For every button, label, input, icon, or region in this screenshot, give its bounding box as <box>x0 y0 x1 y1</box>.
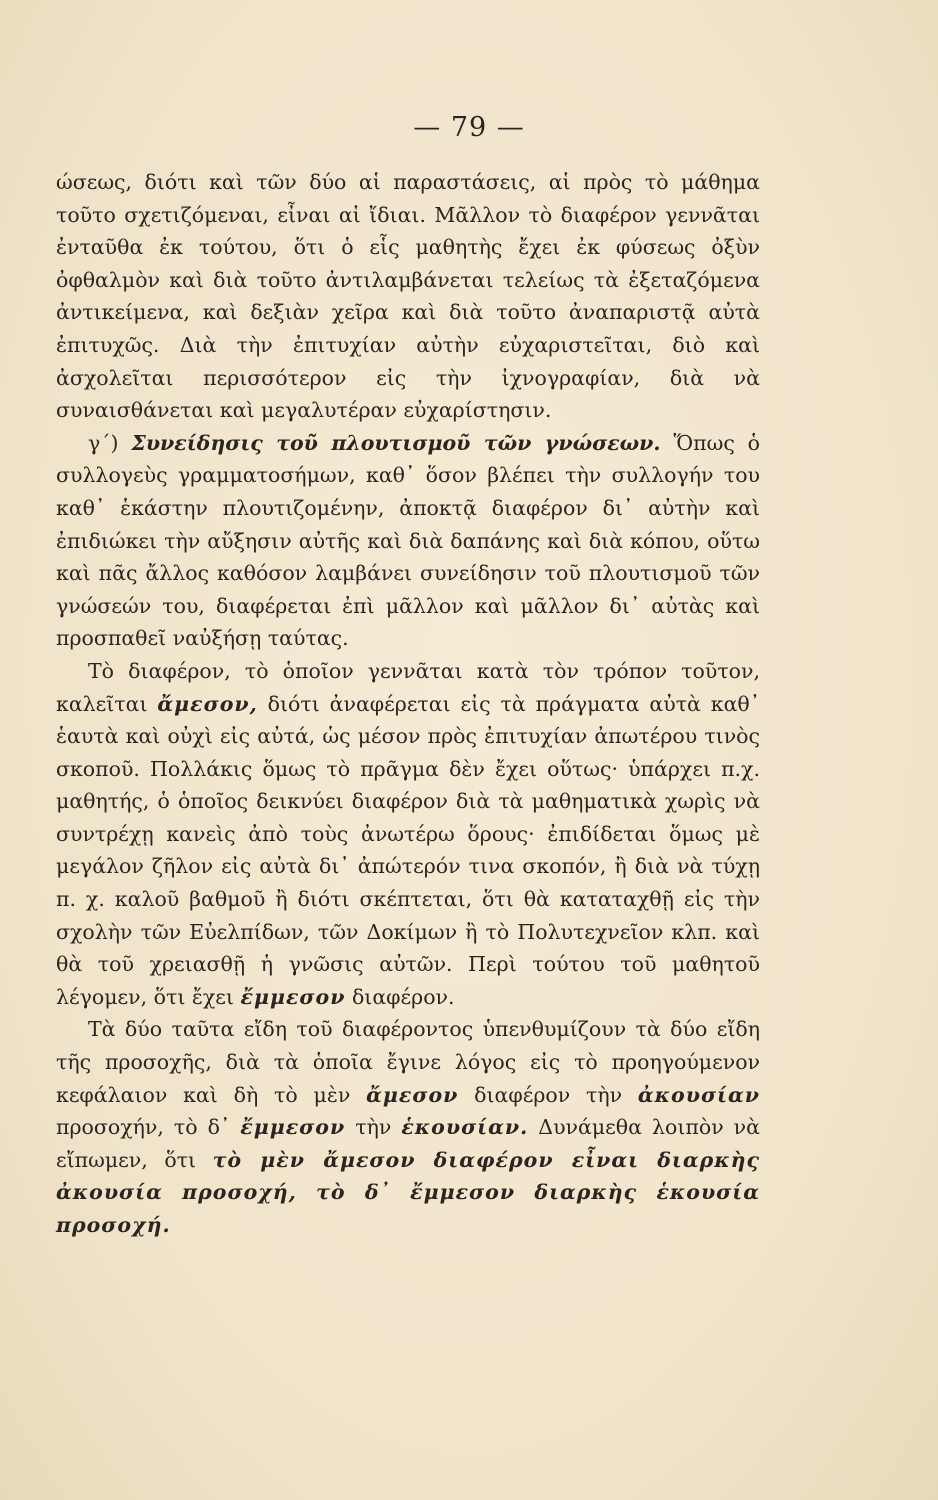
paragraph-3-text-c: διαφέρον. <box>345 984 455 1009</box>
term-emmesos: ἔμμεσον <box>240 984 346 1009</box>
section-marker: γ΄) <box>88 430 132 455</box>
paragraph-4-text-c: προσοχήν, τὸ δ᾽ <box>56 1115 241 1140</box>
paragraph-2-text: Ὅπως ὁ συλλογεὺς γραμματοσήμων, καθ᾽ ὅσον βλέπει τὴν συλλογήν του καθ᾽ ἑκάστην πλουτιζομένην, ἀποκτᾷ διαφέρον δι᾽ αὐτὴν καὶ ἐπιδιώκει τὴν αὔξησιν αὐτῆς καὶ διὰ δαπάνης καὶ διὰ κόπου, οὕτω καὶ πᾶς ἄλλος καθόσον λαμβάνει συνείδησιν τοῦ πλουτισμοῦ τῶν γνώσεών του, διαφέρεται ἐπὶ μᾶλλον καὶ μᾶλλον δι᾽ αὐτὰς καὶ προσπαθεῖ ναὐξήσῃ ταύτας. <box>56 430 760 651</box>
paragraph-4-text-d: τὴν <box>345 1115 402 1140</box>
term-emmesos-2: ἔμμεσον <box>240 1115 346 1140</box>
term-amesos: ἄμεσον, <box>157 691 258 716</box>
paragraph-3 <box>56 655 760 1014</box>
paragraph-4-text-e: Δυνάμεθα λοιπὸν νὰ εἴπωμεν, ὅτι <box>56 1115 760 1172</box>
paragraph-1-text: ώσεως, διότι καὶ τῶν δύο αἱ παραστάσεις, αἱ πρὸς τὸ μάθημα τοῦτο σχετιζόμεναι, εἶναι αἱ ἴδιαι. Μᾶλλον τὸ διαφέρον γεννᾶται ἐνταῦθα ἐκ τούτου, ὅτι ὁ εἷς μαθητὴς ἔχει ἐκ φύσεως ὀξὺν ὀφθαλμὸν καὶ διὰ τοῦτο ἀντιλαμβάνεται τελείως τὰ ἐξεταζόμενα ἀντικείμενα, καὶ δεξιὰν χεῖρα καὶ διὰ τοῦτο ἀναπαριστᾷ αὐτὰ ἐπιτυχῶς. Διὰ τὴν ἐπιτυχίαν αὐτὴν εὐχαριστεῖται, διὸ καὶ ἀσχολεῖται περισσότερον εἰς τὴν ἰχνογραφίαν, διὰ νὰ συναισθάνεται καὶ μεγαλυτέραν εὐχαρίστησιν. <box>56 170 760 423</box>
paragraph-3-text-b: διότι ἀναφέρεται εἰς τὰ πράγματα αὐτὰ καθ᾽ ἑαυτὰ καὶ οὐχὶ εἰς αὐτά, ὡς μέσον πρὸς ἐπιτυχίαν ἀπωτέρου τινὸς σκοποῦ. Πολλάκις ὅμως τὸ πρᾶγμα δὲν ἔχει οὕτως· ὑπάρχει π.χ. μαθητής, ὁ ὁποῖος δεικνύει διαφέρον διὰ τὰ μαθηματικὰ χωρὶς νὰ συντρέχῃ κανεὶς ἀπὸ τοὺς ἀνωτέρω ὅρους· ἐπιδίδεται ὅμως μὲ μεγάλον ζῆλον εἰς αὐτὰ δι᾽ ἀπώτερόν τινα σκοπόν, ἢ διὰ νὰ τύχῃ π. χ. καλοῦ βαθμοῦ ἢ διότι σκέπτεται, ὅτι θὰ καταταχθῇ εἰς τὴν σχολὴν τῶν Εὐελπίδων, τῶν Δοκίμων ἢ τὸ Πολυτεχνεῖον κλπ. καὶ θὰ τοῦ χρειασθῇ ἡ γνῶσις αὐτῶν. Περὶ τούτου τοῦ μαθητοῦ λέγομεν, ὅτι ἔχει <box>56 691 760 1009</box>
paragraph-1 <box>56 166 760 427</box>
term-akousia: ἀκουσίαν <box>637 1082 760 1107</box>
body-text <box>56 166 760 1242</box>
page-number: — 79 — <box>413 112 525 143</box>
section-heading: Συνείδησις τοῦ πλουτισμοῦ τῶν γνώσεων. <box>131 430 661 455</box>
paragraph-4-text-a: Τὰ δύο ταῦτα εἴδη τοῦ διαφέροντος ὑπενθυμίζουν τὰ δύο εἴδη τῆς προσοχῆς, διὰ τὰ ὁποῖα ἔγινε λόγος εἰς τὸ προηγούμενον κεφάλαιον καὶ δὴ τὸ μὲν <box>56 1017 760 1107</box>
paragraph-2 <box>56 427 760 655</box>
conclusion-statement: τὸ μὲν ἄμεσον διαφέρον εἶναι διαρκὴς ἀκουσία προσοχή, τὸ δ᾽ ἔμμεσον διαρκὴς ἑκουσία προσοχή. <box>56 1147 760 1237</box>
term-amesos-2: ἄμεσον <box>366 1082 459 1107</box>
paragraph-3-text-a: Τὸ διαφέρον, τὸ ὁποῖον γεννᾶται κατὰ τὸν τρόπον τοῦτον, καλεῖται <box>56 658 760 716</box>
term-ekousia: ἑκουσίαν. <box>401 1115 529 1140</box>
paragraph-4-text-b: διαφέρον τὴν <box>458 1082 638 1107</box>
paragraph-4 <box>56 1013 760 1241</box>
